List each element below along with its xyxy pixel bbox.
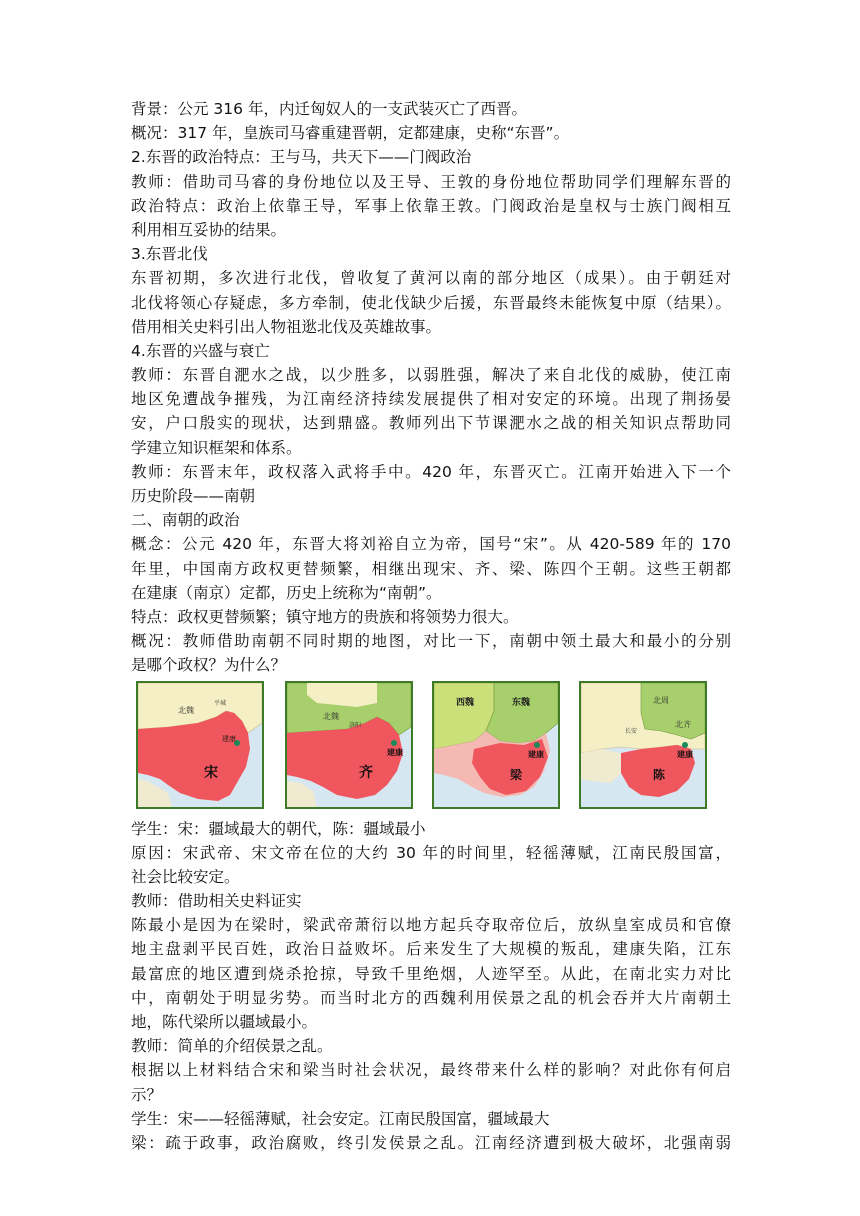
map-qi-south-label: 齐 [359,764,373,781]
map-song-graphic [138,683,262,807]
text-line: 梁：疏于政事，政治腐败，终引发侯景之乱。江南经济遭到极大破坏，北强南弱 [131,1133,731,1152]
text-line: 是哪个政权？为什么？ [131,656,287,675]
text-line: 年里，中国南方政权更替频繁，相继出现宋、齐、梁、陈四个王朝。这些王朝都 [131,559,731,578]
text-line: 特点：政权更替频繁；镇守地方的贵族和将领势力很大。 [131,607,519,626]
map-chen-northeast-label: 北齐 [675,719,691,729]
text-line: 概念：公元 420 年，东晋大将刘裕自立为帝，国号“宋”。从 420-589 年的 170 [131,535,731,554]
map-chen-graphic [581,683,705,807]
text-block-bottom [131,817,731,1156]
text-line: 北伐将领心存疑虑，多方牵制，使北伐缺少后援，东晋最终未能恢复中原（结果）。 [131,293,731,312]
text-line: 3.东晋北伐 [131,245,208,264]
text-line: 地，陈代梁所以疆域最小。 [131,1013,318,1031]
map-liang [432,681,560,809]
map-qi-extra-label: 洛阳 [349,721,362,729]
text-line: 学生：宋：疆域最大的朝代，陈：疆域最小 [131,819,426,838]
text-line: 教师：东晋自淝水之战，以少胜多，以弱胜强，解决了来自北伐的威胁，使江南 [131,366,731,385]
text-line: 政治特点：政治上依靠王导，军事上依靠王敦。门阀政治是皇权与士族门阀相互 [131,196,731,215]
text-line: 学建立知识框架和体系。 [131,438,302,457]
text-line: 中，南朝处于明显劣势。而当时北方的西魏利用侯景之乱的机会吞并大片南朝土 [131,988,731,1007]
text-line: 教师：借助相关史料证实 [131,892,302,911]
text-line: 历史阶段——南朝 [131,487,256,505]
text-line: 原因：宋武帝、宋文帝在位的大约 30 年的时间里，轻徭薄赋，江南民殷国富， [131,843,731,862]
map-chen-south-label: 陈 [653,767,666,782]
map-liang-graphic [434,683,558,807]
text-line: 利用相互妥协的结果。 [131,220,287,239]
text-line: 根据以上材料结合宋和梁当时社会状况，最终带来什么样的影响？对此你有何启 [131,1061,731,1080]
map-qi [285,681,413,809]
text-line: 东晋初期，多次进行北伐，曾收复了黄河以南的部分地区（成果）。由于朝廷对 [131,269,731,288]
map-chen-north-label: 北周 [653,695,669,705]
map-liang-east-label: 东魏 [512,697,531,708]
map-song-south-label: 宋 [204,764,218,781]
map-liang-south-label: 梁 [510,767,523,782]
document-page [131,97,731,1155]
text-line: 教师：简单的介绍侯景之乱。 [131,1037,333,1056]
map-song-north-label: 北魏 [178,705,194,715]
map-row [131,681,731,815]
text-line: 社会比较安定。 [131,867,240,886]
map-liang-west-label: 西魏 [456,697,475,708]
text-line: 概况：317 年，皇族司马睿重建晋朝，定都建康，史称“东晋”。 [131,124,570,143]
text-line: 地区免遭战争摧残，为江南经济持续发展提供了相对安定的环境。出现了荆扬晏 [131,390,731,409]
map-song-extra-label: 平城 [214,699,227,707]
map-qi-graphic [287,683,411,807]
map-chen-city-label: 建康 [677,749,693,759]
text-line: 借用相关史料引出人物祖逖北伐及英雄故事。 [131,317,442,336]
map-qi-city-label: 建康 [387,747,403,757]
text-line: 最富庶的地区遭到烧杀抢掠，导致千里绝烟，人迹罕至。从此，在南北实力对比 [131,964,731,983]
text-line: 概况：教师借助南朝不同时期的地图，对比一下，南朝中领土最大和最小的分别 [131,632,731,651]
map-qi-north-label: 北魏 [323,711,339,721]
text-line: 示？ [131,1085,163,1104]
text-block-top [131,97,731,678]
map-chen [579,681,707,809]
text-line: 背景：公元 316 年，内迁匈奴人的一支武装灭亡了西晋。 [131,100,527,118]
text-line: 陈最小是因为在梁时，梁武帝萧衍以地方起兵夺取帝位后，放纵皇室成员和官僚 [131,916,731,935]
map-chen-extra-label: 长安 [625,727,638,735]
text-line: 地主盘剥平民百姓，政治日益败坏。后来发生了大规模的叛乱，建康失陷，江东 [131,940,731,959]
text-line: 教师：借助司马睿的身份地位以及王导、王敦的身份地位帮助同学们理解东晋的 [131,172,731,191]
text-line: 教师：东晋末年，政权落入武将手中。420 年，东晋灭亡。江南开始进入下一个 [131,462,731,481]
text-line: 学生：宋——轻徭薄赋，社会安定。江南民殷国富，疆域最大 [131,1109,550,1128]
map-liang-city-label: 建康 [528,749,544,759]
map-song-city-label: 建康 [222,734,236,743]
text-line: 安，户口殷实的现状，达到鼎盛。教师列出下节课淝水之战的相关知识点帮助同 [131,414,731,433]
text-line: 在建康（南京）定都，历史上统称为“南朝”。 [131,583,442,602]
text-line: 4.东晋的兴盛与衰亡 [131,341,270,360]
text-line: 2.东晋的政治特点：王与马，共天下——门阀政治 [131,148,472,167]
text-line: 二、南朝的政治 [131,511,240,530]
map-song [136,681,264,809]
